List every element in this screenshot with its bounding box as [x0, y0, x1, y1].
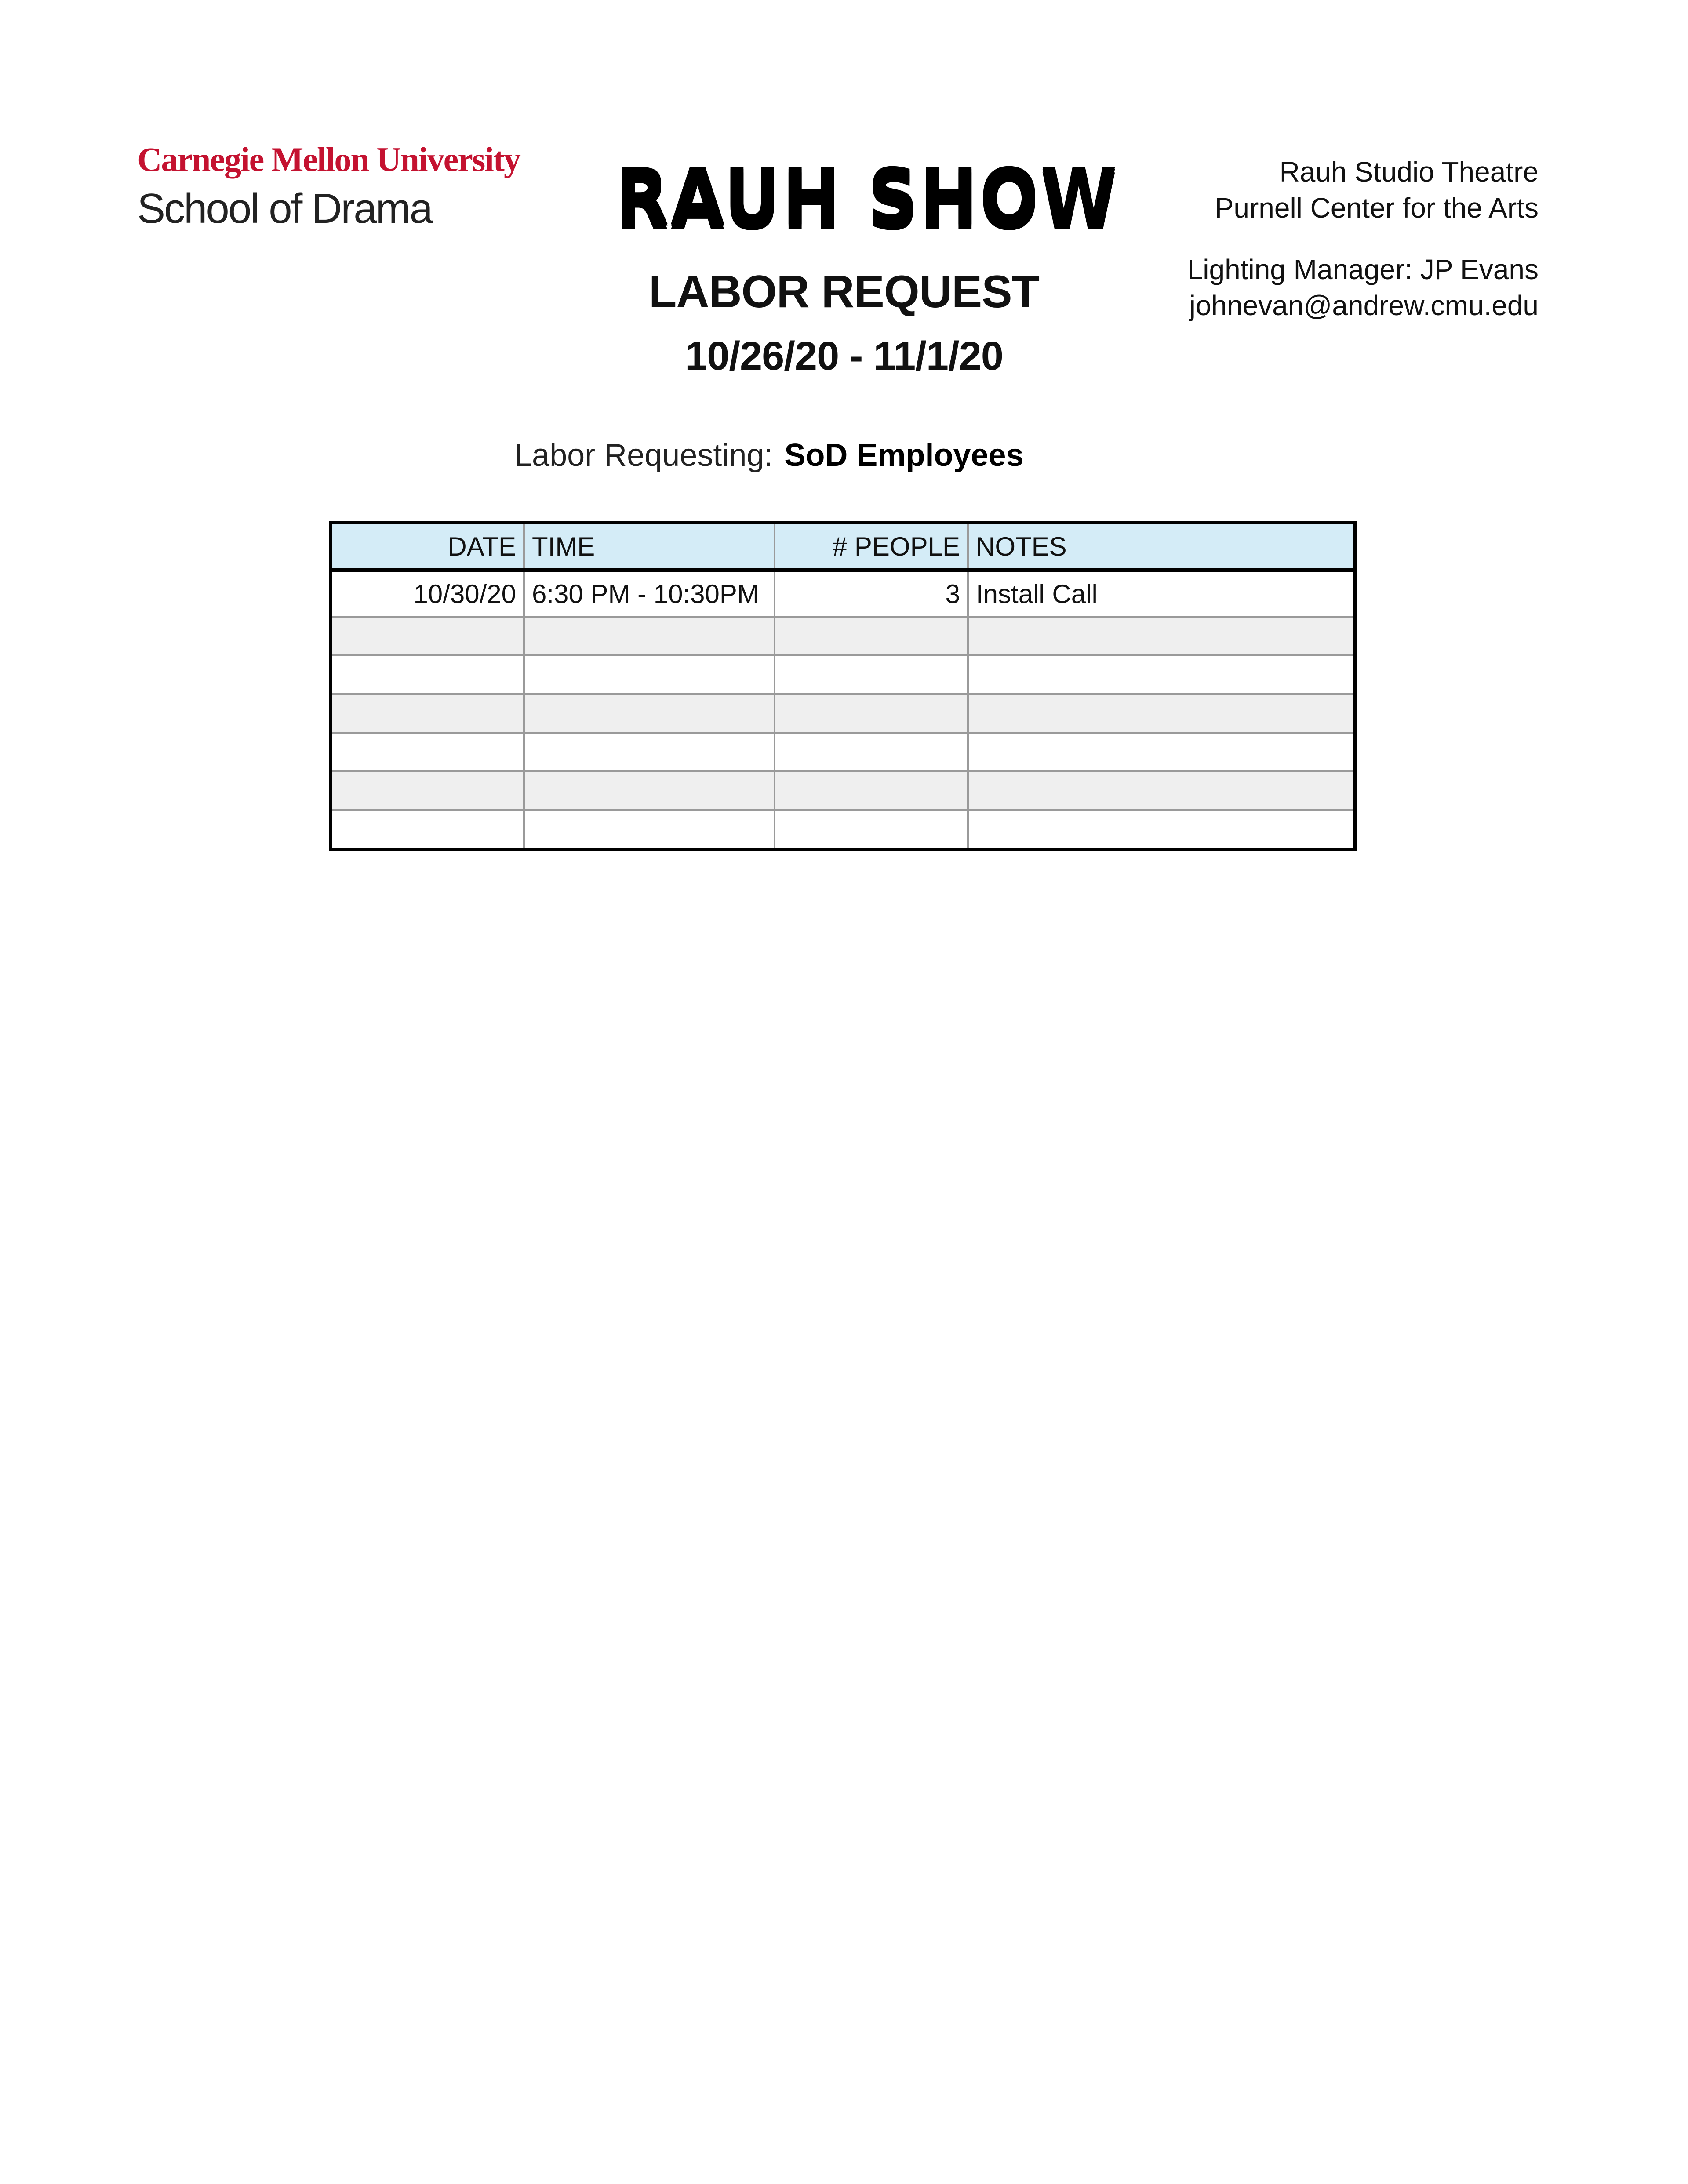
cell-people — [775, 810, 968, 850]
table-row — [331, 810, 1355, 850]
cell-people — [775, 617, 968, 655]
cell-date — [331, 810, 524, 850]
logo-university-name: Carnegie Mellon University — [137, 140, 520, 178]
contact-spacer — [1187, 226, 1539, 251]
contact-block — [1187, 154, 1539, 323]
cell-date: 10/30/20 — [331, 570, 524, 617]
show-title-text: RAUH SHOW — [615, 154, 1119, 245]
table-row — [331, 771, 1355, 810]
show-title — [615, 154, 1119, 245]
labor-requesting-label: Labor Requesting: — [514, 438, 773, 473]
manager-email: johnevan@andrew.cmu.edu — [1189, 290, 1539, 321]
table-row — [331, 570, 1355, 617]
cell-notes — [968, 810, 1355, 850]
cell-people — [775, 771, 968, 810]
cell-people — [775, 655, 968, 694]
table-row — [331, 617, 1355, 655]
column-header-notes: NOTES — [968, 523, 1355, 570]
cell-notes — [968, 694, 1355, 733]
cell-notes — [968, 771, 1355, 810]
cell-time — [524, 733, 775, 771]
cell-date — [331, 655, 524, 694]
venue-name: Rauh Studio Theatre — [1279, 156, 1539, 188]
cell-date — [331, 771, 524, 810]
table-row — [331, 694, 1355, 733]
table-header-row — [331, 523, 1355, 570]
cell-date — [331, 694, 524, 733]
cell-time: 6:30 PM - 10:30PM — [524, 570, 775, 617]
cell-date — [331, 733, 524, 771]
logo-school-name: School of Drama — [137, 185, 432, 232]
table-row — [331, 655, 1355, 694]
labor-table — [329, 521, 1357, 851]
labor-requesting-value: SoD Employees — [784, 438, 1024, 473]
building-name: Purnell Center for the Arts — [1215, 192, 1539, 224]
column-header-date: DATE — [331, 523, 524, 570]
cell-people — [775, 733, 968, 771]
cell-time — [524, 771, 775, 810]
cell-people: 3 — [775, 570, 968, 617]
cell-time — [524, 617, 775, 655]
cell-notes — [968, 655, 1355, 694]
column-header-people: # PEOPLE — [775, 523, 968, 570]
cell-time — [524, 655, 775, 694]
cell-notes: Install Call — [968, 570, 1355, 617]
document-title: LABOR REQUEST — [648, 266, 1040, 317]
document-date-range: 10/26/20 - 11/1/20 — [685, 334, 1003, 378]
cell-time — [524, 694, 775, 733]
cell-people — [775, 694, 968, 733]
labor-requesting-line — [514, 437, 1024, 473]
cell-date — [331, 617, 524, 655]
column-header-time: TIME — [524, 523, 775, 570]
cell-notes — [968, 617, 1355, 655]
table-row — [331, 733, 1355, 771]
cell-notes — [968, 733, 1355, 771]
cell-time — [524, 810, 775, 850]
lighting-manager: Lighting Manager: JP Evans — [1187, 254, 1539, 285]
